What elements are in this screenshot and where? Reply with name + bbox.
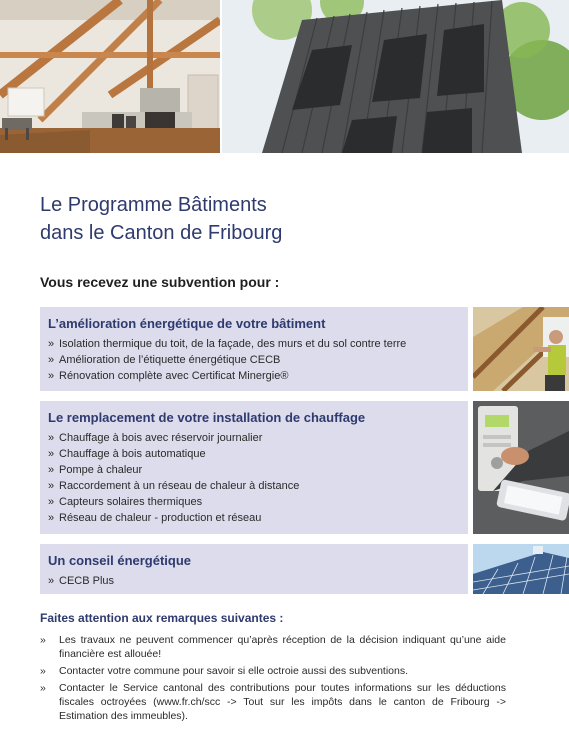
title-line-1: Le Programme Bâtiments: [40, 194, 267, 216]
bullet: »: [48, 432, 55, 444]
section-heading: Le remplacement de votre installation de chauffage: [48, 410, 366, 425]
insulation-worker-photo: [473, 307, 569, 391]
bullet: »: [48, 338, 55, 350]
section-list: [48, 573, 459, 589]
remark-item: [40, 681, 506, 723]
wooden-facade-photo: [222, 0, 569, 153]
list-item-text: Raccordement à un réseau de chaleur à distance: [59, 480, 300, 492]
list-item-text: Chauffage à bois automatique: [59, 448, 206, 460]
page-title: [40, 191, 440, 247]
list-item-text: Chauffage à bois avec réservoir journalier: [59, 432, 263, 444]
list-item-text: CECB Plus: [59, 575, 115, 587]
bullet: »: [40, 665, 46, 677]
list-item-text: Isolation thermique du toit, de la façade, des murs et du sol contre terre: [59, 338, 407, 350]
remark-item: [40, 664, 506, 678]
list-item: [48, 462, 459, 478]
list-item: [48, 336, 459, 352]
remarks-title: Faites attention aux remarques suivantes :: [40, 611, 284, 625]
section-list: [48, 336, 459, 384]
list-item-text: Pompe à chaleur: [59, 464, 143, 476]
bullet: »: [48, 464, 55, 476]
bullet: »: [48, 354, 55, 366]
remark-item: [40, 633, 506, 661]
list-item: [48, 573, 459, 589]
bullet: »: [48, 370, 55, 382]
bullet: »: [48, 480, 55, 492]
list-item-text: Réseau de chaleur - production et réseau: [59, 512, 262, 524]
interior-attic-photo: [0, 0, 220, 153]
list-item: [48, 510, 459, 526]
heating-controller-photo: [473, 401, 569, 534]
list-item: [48, 430, 459, 446]
list-item: [48, 368, 459, 384]
section-heating-replacement: [40, 401, 468, 534]
section-energy-advice: [40, 544, 468, 594]
bullet: »: [40, 634, 46, 646]
remarks-list: [40, 633, 506, 726]
bullet: »: [40, 682, 46, 694]
section-heading: L’amélioration énergétique de votre bâtiment: [48, 316, 326, 331]
section-heading: Un conseil énergétique: [48, 553, 192, 568]
subsidy-intro: Vous recevez une subvention pour :: [40, 274, 280, 290]
list-item-text: Amélioration de l’étiquette énergétique CECB: [59, 354, 281, 366]
section-list: [48, 430, 459, 526]
list-item-text: Capteurs solaires thermiques: [59, 496, 203, 508]
bullet: »: [48, 575, 55, 587]
solar-panels-photo: [473, 544, 569, 594]
remark-text: Contacter votre commune pour savoir si elle octroie aussi des subventions.: [59, 665, 409, 677]
list-item: [48, 494, 459, 510]
remark-text: Contacter le Service cantonal des contributions pour toutes informations sur les déductions fiscales octroyées (www.fr.ch/scc -> Tout sur les impôts dans le canton de Fribourg -> Estimation des immeubles).: [59, 682, 506, 722]
bullet: »: [48, 496, 55, 508]
title-line-2: dans le Canton de Fribourg: [40, 222, 283, 244]
bullet: »: [48, 448, 55, 460]
list-item: [48, 446, 459, 462]
list-item: [48, 352, 459, 368]
list-item: [48, 478, 459, 494]
section-energy-improvement: [40, 307, 468, 391]
remark-text: Les travaux ne peuvent commencer qu’après réception de la décision indiquant qu’une aide financière est allouée!: [59, 634, 506, 660]
bullet: »: [48, 512, 55, 524]
list-item-text: Rénovation complète avec Certificat Minergie®: [59, 370, 289, 382]
